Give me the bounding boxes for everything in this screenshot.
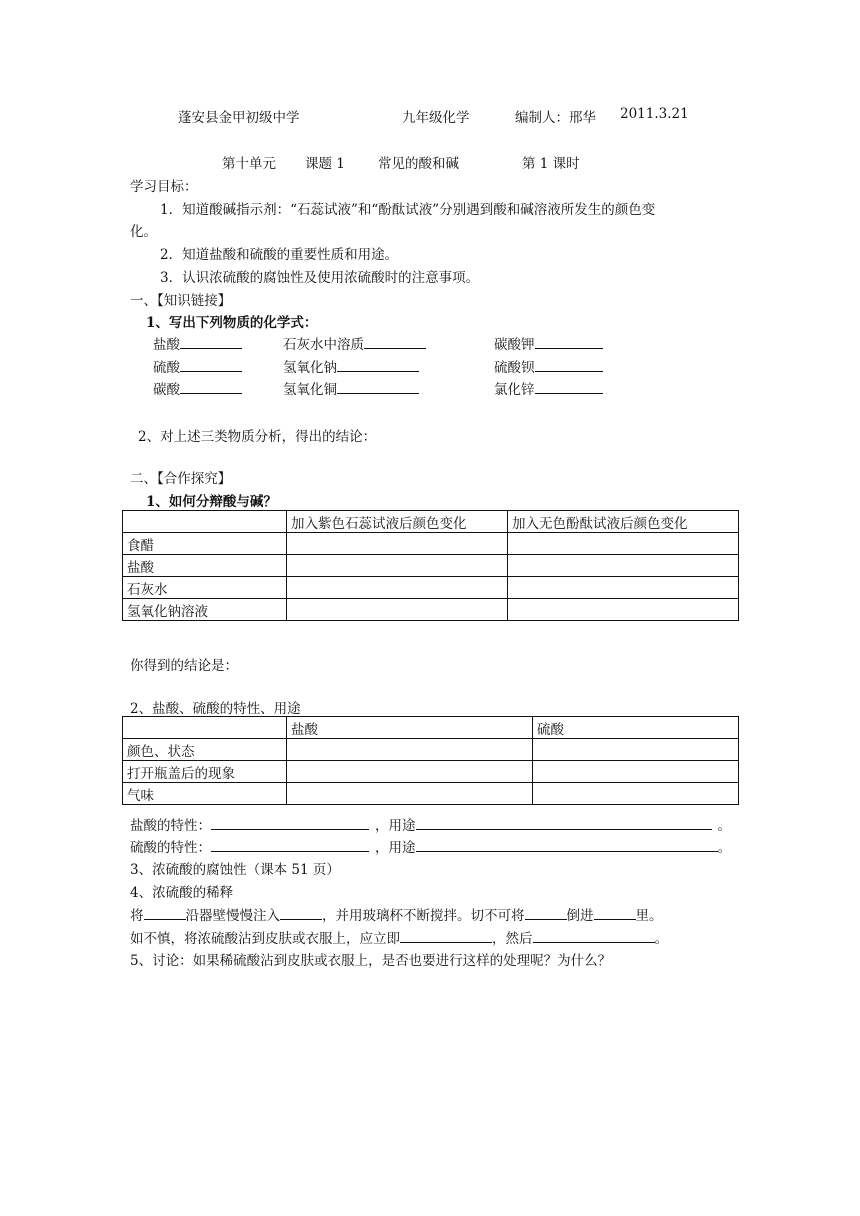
- formula-label: 氢氧化铜: [283, 382, 337, 398]
- conclusion-prompt: 你得到的结论是：: [130, 658, 238, 674]
- hcl-label: 盐酸的特性：: [130, 818, 211, 834]
- table-header-cell: [123, 511, 287, 533]
- accident-text: 。: [654, 931, 668, 947]
- question-2-5: 5、讨论：如果稀硫酸沾到皮肤或衣服上，是否也要进行这样的处理呢？为什么？: [130, 953, 612, 969]
- date: 2011.3.21: [620, 106, 689, 122]
- answer-blank[interactable]: [416, 816, 712, 830]
- formula-label: 盐酸: [153, 337, 180, 353]
- answer-cell[interactable]: [287, 533, 508, 555]
- unit-label: 第十单元: [222, 156, 276, 172]
- answer-cell[interactable]: [533, 739, 739, 761]
- answer-blank[interactable]: [180, 380, 242, 394]
- table-row: [123, 577, 739, 599]
- answer-blank[interactable]: [535, 358, 603, 372]
- period-mark: 。: [717, 840, 731, 856]
- accident-text: ，然后: [492, 931, 533, 947]
- formula-item: [494, 378, 603, 398]
- dilution-sentence: [130, 904, 663, 924]
- indicator-table: [122, 510, 739, 621]
- table-header-row: [123, 717, 739, 739]
- h2so4-properties-line: [130, 836, 731, 856]
- table-row: [123, 783, 739, 805]
- question-2-2: 2、盐酸、硫酸的特性、用途: [130, 701, 301, 717]
- answer-blank[interactable]: [400, 929, 492, 943]
- section1-heading: 一、【知识链接】: [130, 293, 232, 309]
- answer-cell[interactable]: [508, 577, 739, 599]
- row-label: 颜色、状态: [123, 739, 287, 761]
- answer-cell[interactable]: [287, 739, 533, 761]
- formula-item: [283, 378, 419, 398]
- answer-cell[interactable]: [287, 577, 508, 599]
- answer-cell[interactable]: [508, 533, 739, 555]
- answer-blank[interactable]: [180, 358, 242, 372]
- use-label: ，用途: [375, 840, 416, 856]
- objectives-heading: 学习目标：: [130, 179, 198, 195]
- answer-blank[interactable]: [211, 816, 369, 830]
- dilution-text: 将: [130, 908, 144, 924]
- question-2-3: 3、浓硫酸的腐蚀性（课本 51 页）: [130, 862, 340, 878]
- question-2: 2、对上述三类物质分析，得出的结论：: [138, 429, 377, 445]
- answer-blank[interactable]: [144, 906, 186, 920]
- accident-text: 如不慎，将浓硫酸沾到皮肤或衣服上，应立即: [130, 931, 400, 947]
- formula-label: 碳酸钾: [494, 337, 535, 353]
- answer-blank[interactable]: [280, 906, 322, 920]
- row-label: 食醋: [123, 533, 287, 555]
- table-header-cell: 硫酸: [533, 717, 739, 739]
- answer-blank[interactable]: [211, 838, 369, 852]
- question-2-1: 1、如何分辩酸与碱？: [146, 494, 277, 510]
- table-header-cell: 盐酸: [287, 717, 533, 739]
- answer-blank[interactable]: [525, 906, 567, 920]
- h2so4-label: 硫酸的特性：: [130, 840, 211, 856]
- table-header-cell: [123, 717, 287, 739]
- answer-cell[interactable]: [508, 555, 739, 577]
- use-label: ，用途: [375, 818, 416, 834]
- answer-blank[interactable]: [594, 906, 636, 920]
- answer-blank[interactable]: [416, 838, 718, 852]
- row-label: 气味: [123, 783, 287, 805]
- formula-item: [494, 356, 603, 376]
- answer-blank[interactable]: [533, 929, 655, 943]
- formula-item: [153, 333, 242, 353]
- accident-sentence: [130, 927, 668, 947]
- question-2-4: 4、浓硫酸的稀释: [130, 885, 234, 901]
- answer-cell[interactable]: [287, 783, 533, 805]
- course-name: 九年级化学: [402, 110, 470, 126]
- answer-cell[interactable]: [287, 599, 508, 621]
- answer-blank[interactable]: [180, 335, 242, 349]
- dilution-text: 里。: [635, 908, 663, 924]
- formula-item: [153, 356, 242, 376]
- objective-item: 1．知道酸碱指示剂：“石蕊试液”和“酚酞试液”分别遇到酸和碱溶液所发生的颜色变: [160, 202, 656, 218]
- answer-cell[interactable]: [533, 761, 739, 783]
- objective-item: 3．认识浓硫酸的腐蚀性及使用浓硫酸时的注意事项。: [160, 270, 480, 286]
- hcl-properties-line: [130, 814, 731, 834]
- answer-blank[interactable]: [535, 380, 603, 394]
- formula-item: [153, 378, 242, 398]
- answer-cell[interactable]: [287, 555, 508, 577]
- period-label: 第 1 课时: [522, 156, 580, 172]
- dilution-text: 沿器壁慢慢注入: [185, 908, 280, 924]
- row-label: 石灰水: [123, 577, 287, 599]
- table-row: [123, 533, 739, 555]
- formula-item: [494, 333, 603, 353]
- formula-item: [283, 333, 426, 353]
- section2-heading: 二、【合作探究】: [130, 471, 232, 487]
- formula-label: 碳酸: [153, 382, 180, 398]
- answer-blank[interactable]: [337, 380, 419, 394]
- dilution-text: 倒进: [566, 908, 594, 924]
- answer-cell[interactable]: [533, 783, 739, 805]
- formula-label: 石灰水中溶质: [283, 337, 364, 353]
- formula-label: 硫酸钡: [494, 360, 535, 376]
- question-1: 1、写出下列物质的化学式：: [146, 315, 318, 331]
- formula-label: 硫酸: [153, 360, 180, 376]
- table-row: [123, 599, 739, 621]
- table-header-cell: 加入无色酚酞试液后颜色变化: [508, 511, 739, 533]
- row-label: 打开瓶盖后的现象: [123, 761, 287, 783]
- table-row: [123, 555, 739, 577]
- answer-cell[interactable]: [287, 761, 533, 783]
- acid-properties-table: [122, 716, 739, 805]
- objective-item: 化。: [130, 224, 157, 240]
- table-row: [123, 761, 739, 783]
- answer-blank[interactable]: [535, 335, 603, 349]
- answer-blank[interactable]: [364, 335, 426, 349]
- row-label: 盐酸: [123, 555, 287, 577]
- formula-label: 氢氧化钠: [283, 360, 337, 376]
- lesson-title: 常见的酸和碱: [378, 156, 459, 172]
- dilution-text: ，并用玻璃杯不断搅拌。切不可将: [322, 908, 525, 924]
- school-name: 蓬安县金甲初级中学: [178, 110, 300, 126]
- table-row: [123, 739, 739, 761]
- answer-cell[interactable]: [508, 599, 739, 621]
- objective-item: 2．知道盐酸和硫酸的重要性质和用途。: [160, 247, 399, 263]
- formula-label: 氯化锌: [494, 382, 535, 398]
- formula-item: [283, 356, 419, 376]
- table-header-row: [123, 511, 739, 533]
- answer-blank[interactable]: [337, 358, 419, 372]
- author: 编制人：邢华: [515, 110, 596, 126]
- table-header-cell: 加入紫色石蕊试液后颜色变化: [287, 511, 508, 533]
- row-label: 氢氧化钠溶液: [123, 599, 287, 621]
- topic-label: 课题 1: [305, 156, 345, 172]
- period-mark: 。: [717, 818, 731, 834]
